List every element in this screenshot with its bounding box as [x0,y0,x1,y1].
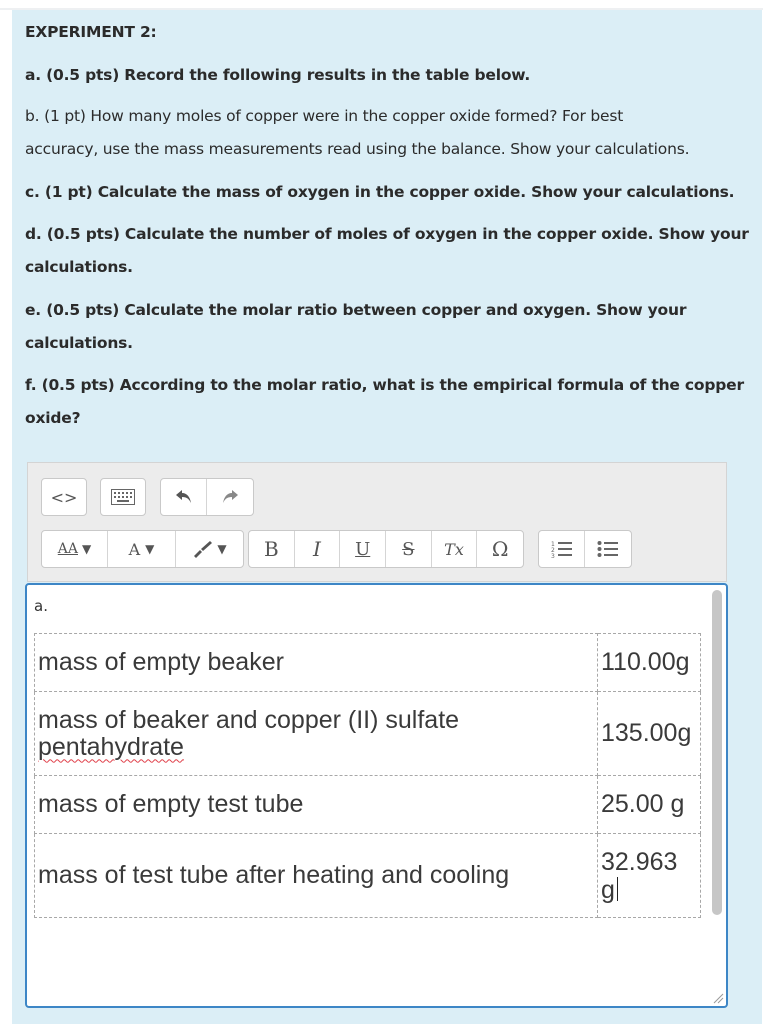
italic-button[interactable]: I [295,531,341,567]
font-size-label: AA [57,541,78,557]
special-character-button[interactable]: Ω [491,537,509,561]
chevron-down-icon: ▼ [145,542,155,556]
source-group [41,478,87,516]
keyboard-icon [111,489,135,505]
row-label[interactable]: mass of test tube after heating and cooling [35,834,598,918]
text-color-dropdown[interactable] [108,531,176,567]
svg-text:3: 3 [550,553,555,558]
numbered-list-icon [551,540,573,558]
bullet-list-icon [597,540,619,558]
chevron-down-icon: ▼ [82,542,92,556]
row-value[interactable] [598,834,701,918]
question-f-line2: oxide? [25,409,81,427]
text-color-label: A [128,539,141,559]
undo-button[interactable] [161,479,207,515]
keyboard-group [100,478,146,516]
underline-button[interactable]: U [340,531,386,567]
table-row [35,692,701,776]
row-value[interactable]: 110.00g [598,634,701,692]
resize-handle-icon[interactable] [712,992,724,1004]
numbered-list-button[interactable] [539,531,585,567]
row-label[interactable]: mass of empty test tube [35,776,598,834]
svg-text:1: 1 [550,541,555,548]
value-line2: g [601,875,615,904]
row-label[interactable] [35,692,598,776]
highlight-color-dropdown[interactable] [176,531,243,567]
svg-text:2: 2 [550,547,555,554]
table-row [35,834,701,918]
redo-button[interactable] [207,479,253,515]
bullet-list-button[interactable] [585,531,631,567]
text-caret [617,877,618,901]
undo-icon [174,488,194,506]
keyboard-button[interactable] [101,479,145,515]
row-label[interactable]: mass of empty beaker [35,634,598,692]
question-d-line2: calculations. [25,258,133,276]
question-e-line2: calculations. [25,334,133,352]
redo-icon [220,488,240,506]
strikethrough-button[interactable]: S [386,531,432,567]
question-a: a. (0.5 pts) Record the following results in the table below. [25,66,531,84]
source-code-button[interactable]: <> [50,487,78,507]
bold-button[interactable]: B [249,531,295,567]
results-table[interactable] [34,633,701,918]
value-line1: 32.963 [601,847,678,876]
question-d-line1: d. (0.5 pts) Calculate the number of moles of oxygen in the copper oxide. Show your [25,225,749,243]
table-row [35,634,701,692]
row-label-part1: mass of beaker and copper (II) sulfate [38,705,460,734]
editor-toolbar [27,462,727,582]
question-c: c. (1 pt) Calculate the mass of oxygen in the copper oxide. Show your calculations. [25,183,735,201]
style-group [248,530,524,568]
experiment-heading: EXPERIMENT 2: [25,23,157,41]
list-group [538,530,632,568]
font-size-dropdown[interactable] [42,531,108,567]
chevron-down-icon: ▼ [217,542,227,556]
question-b-line1: b. (1 pt) How many moles of copper were in the copper oxide formed? For best [25,107,624,125]
row-value[interactable]: 135.00g [598,692,701,776]
answer-prefix: a. [34,597,48,615]
misspelled-word: pentahydrate [38,732,184,761]
question-f-line1: f. (0.5 pts) According to the molar ratio, what is the empirical formula of the copper [25,376,744,394]
paint-brush-icon [192,540,214,558]
question-e-line1: e. (0.5 pts) Calculate the molar ratio between copper and oxygen. Show your [25,301,687,319]
format-group [41,530,244,568]
row-value[interactable]: 25.00 g [598,776,701,834]
clear-formatting-button[interactable]: Tx [432,531,478,567]
question-b-line2: accuracy, use the mass measurements read using the balance. Show your calculations. [25,140,690,158]
history-group [160,478,254,516]
table-row [35,776,701,834]
rich-text-editor[interactable] [25,583,728,1008]
vertical-scrollbar[interactable] [712,590,722,915]
